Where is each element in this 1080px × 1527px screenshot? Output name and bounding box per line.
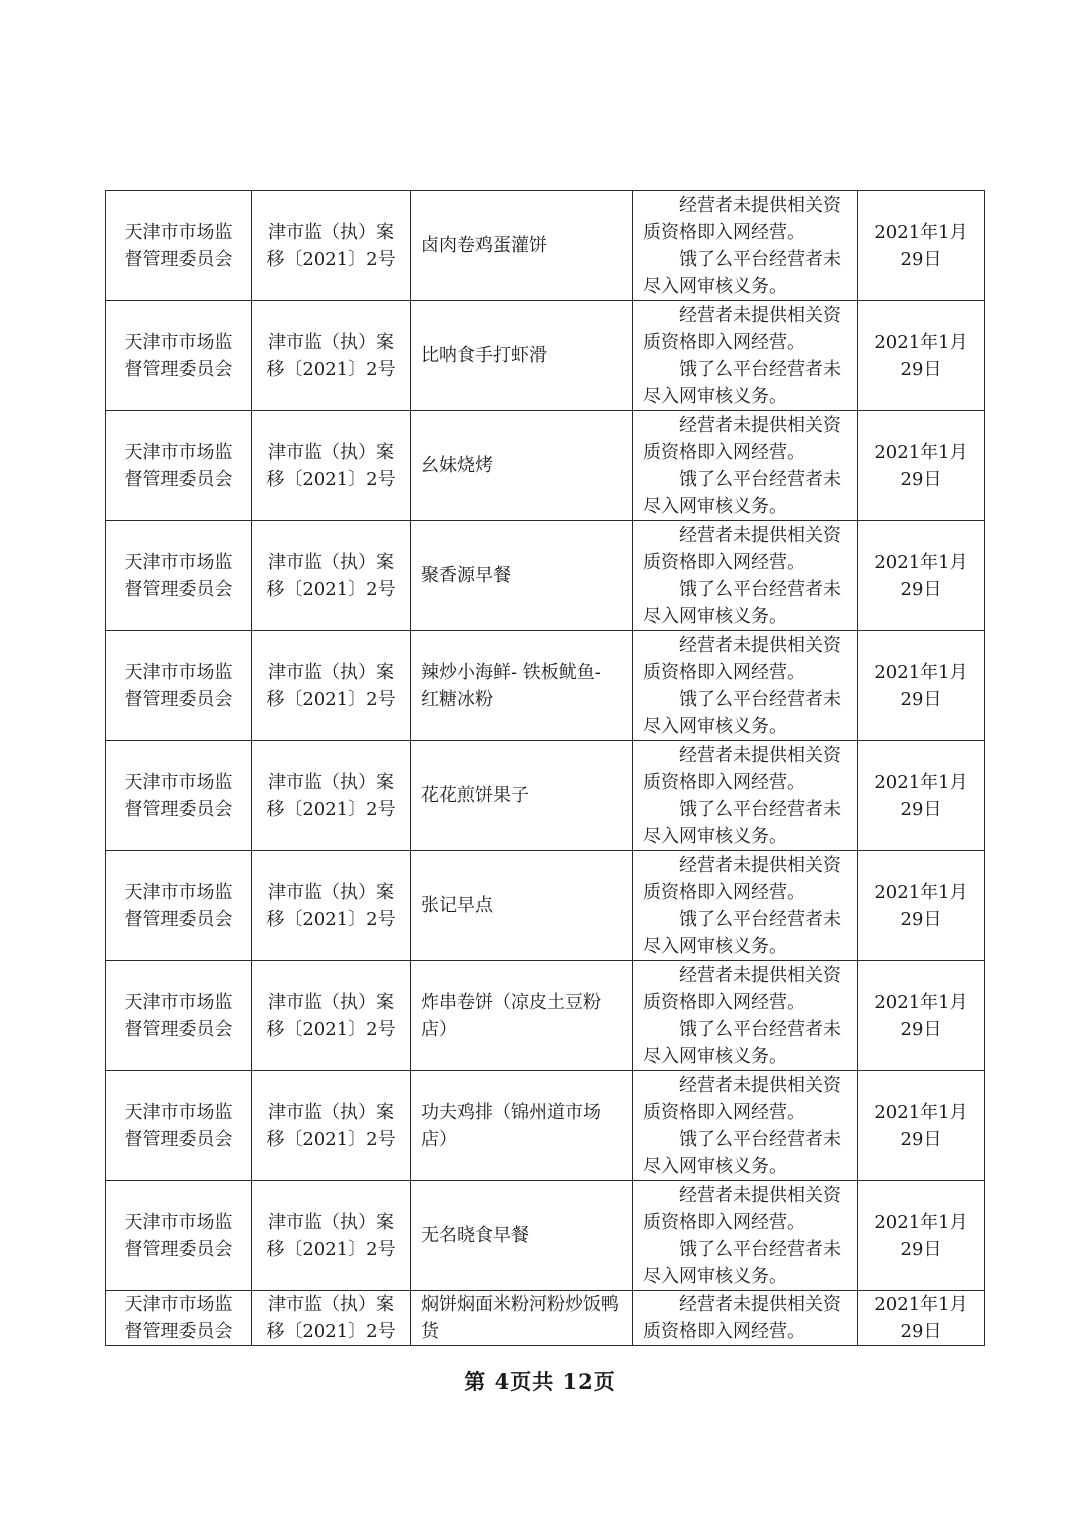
case-number-cell: 津市监（执）案移〔2021〕2号 [252,411,411,521]
authority-cell: 天津市市场监督管理委员会 [106,411,252,521]
table-row [106,191,985,301]
table-row [106,301,985,411]
case-number-cell: 津市监（执）案移〔2021〕2号 [252,521,411,631]
violation-text: 饿了么平台经营者未尽入网审核义务。 [643,798,841,847]
case-number-cell: 津市监（执）案移〔2021〕2号 [252,741,411,851]
merchant-name-cell: 张记早点 [411,851,633,961]
date-cell: 2021年1月29日 [858,631,985,741]
violation-text: 经营者未提供相关资质资格即入网经营。 [643,304,841,353]
merchant-name-cell: 比呐食手打虾滑 [411,301,633,411]
authority-cell: 天津市市场监督管理委员会 [106,521,252,631]
case-number-cell: 津市监（执）案移〔2021〕2号 [252,1071,411,1181]
violation-cell [633,191,858,301]
penalty-record-table [105,190,985,1346]
case-number-cell: 津市监（执）案移〔2021〕2号 [252,1181,411,1291]
violation-cell [633,631,858,741]
table-row [106,1181,985,1291]
authority-cell: 天津市市场监督管理委员会 [106,1291,252,1346]
date-cell: 2021年1月29日 [858,1071,985,1181]
violation-cell [633,741,858,851]
violation-cell [633,301,858,411]
table-row [106,961,985,1071]
date-cell: 2021年1月29日 [858,301,985,411]
date-cell: 2021年1月29日 [858,1181,985,1291]
violation-text: 经营者未提供相关资质资格即入网经营。 [643,634,841,683]
violation-text: 饿了么平台经营者未尽入网审核义务。 [643,248,841,297]
date-cell: 2021年1月29日 [858,411,985,521]
merchant-name-cell: 幺妹烧烤 [411,411,633,521]
violation-cell [633,851,858,961]
violation-cell [633,1071,858,1181]
authority-cell: 天津市市场监督管理委员会 [106,851,252,961]
violation-text: 饿了么平台经营者未尽入网审核义务。 [643,578,841,627]
table-row [106,631,985,741]
authority-cell: 天津市市场监督管理委员会 [106,741,252,851]
authority-cell: 天津市市场监督管理委员会 [106,301,252,411]
violation-cell [633,411,858,521]
merchant-name-cell: 炸串卷饼（凉皮土豆粉店） [411,961,633,1071]
merchant-name-cell: 焖饼焖面米粉河粉炒饭鸭货 [411,1291,633,1346]
violation-cell [633,521,858,631]
merchant-name-cell: 卤肉卷鸡蛋灌饼 [411,191,633,301]
violation-cell [633,1291,858,1346]
merchant-name-cell: 辣炒小海鲜- 铁板鱿鱼- 红糖冰粉 [411,631,633,741]
date-cell: 2021年1月29日 [858,851,985,961]
table-row [106,521,985,631]
violation-text: 饿了么平台经营者未尽入网审核义务。 [643,1238,841,1287]
merchant-name-cell: 聚香源早餐 [411,521,633,631]
table-body [106,191,985,1346]
violation-text: 经营者未提供相关资质资格即入网经营。 [643,964,841,1013]
case-number-cell: 津市监（执）案移〔2021〕2号 [252,631,411,741]
case-number-cell: 津市监（执）案移〔2021〕2号 [252,301,411,411]
violation-text: 经营者未提供相关资质资格即入网经营。 [643,1184,841,1233]
authority-cell: 天津市市场监督管理委员会 [106,1071,252,1181]
table-row [106,1071,985,1181]
violation-text: 饿了么平台经营者未尽入网审核义务。 [643,1018,841,1067]
violation-text: 饿了么平台经营者未尽入网审核义务。 [643,1128,841,1177]
case-number-cell: 津市监（执）案移〔2021〕2号 [252,851,411,961]
violation-text: 经营者未提供相关资质资格即入网经营。 [643,1294,841,1342]
date-cell: 2021年1月29日 [858,741,985,851]
merchant-name-cell: 功夫鸡排（锦州道市场店） [411,1071,633,1181]
date-cell: 2021年1月29日 [858,961,985,1071]
violation-text: 经营者未提供相关资质资格即入网经营。 [643,414,841,463]
violation-text: 饿了么平台经营者未尽入网审核义务。 [643,688,841,737]
violation-cell [633,1181,858,1291]
date-cell: 2021年1月29日 [858,1291,985,1346]
merchant-name-cell: 花花煎饼果子 [411,741,633,851]
authority-cell: 天津市市场监督管理委员会 [106,631,252,741]
case-number-cell: 津市监（执）案移〔2021〕2号 [252,1291,411,1346]
violation-text: 经营者未提供相关资质资格即入网经营。 [643,744,841,793]
violation-text: 经营者未提供相关资质资格即入网经营。 [643,524,841,573]
violation-text: 饿了么平台经营者未尽入网审核义务。 [643,468,841,517]
violation-text: 经营者未提供相关资质资格即入网经营。 [643,1074,841,1123]
violation-text: 经营者未提供相关资质资格即入网经营。 [643,194,841,243]
table-row-partial [106,1291,985,1346]
violation-text: 饿了么平台经营者未尽入网审核义务。 [643,908,841,957]
merchant-name-cell: 无名晓食早餐 [411,1181,633,1291]
date-cell: 2021年1月29日 [858,191,985,301]
case-number-cell: 津市监（执）案移〔2021〕2号 [252,191,411,301]
violation-text: 经营者未提供相关资质资格即入网经营。 [643,854,841,903]
page-number: 第 4页共 12页 [464,1369,616,1394]
table-row [106,741,985,851]
table-row [106,411,985,521]
authority-cell: 天津市市场监督管理委员会 [106,191,252,301]
violation-cell [633,961,858,1071]
violation-text: 饿了么平台经营者未尽入网审核义务。 [643,358,841,407]
case-number-cell: 津市监（执）案移〔2021〕2号 [252,961,411,1071]
table-row [106,851,985,961]
date-cell: 2021年1月29日 [858,521,985,631]
authority-cell: 天津市市场监督管理委员会 [106,961,252,1071]
authority-cell: 天津市市场监督管理委员会 [106,1181,252,1291]
